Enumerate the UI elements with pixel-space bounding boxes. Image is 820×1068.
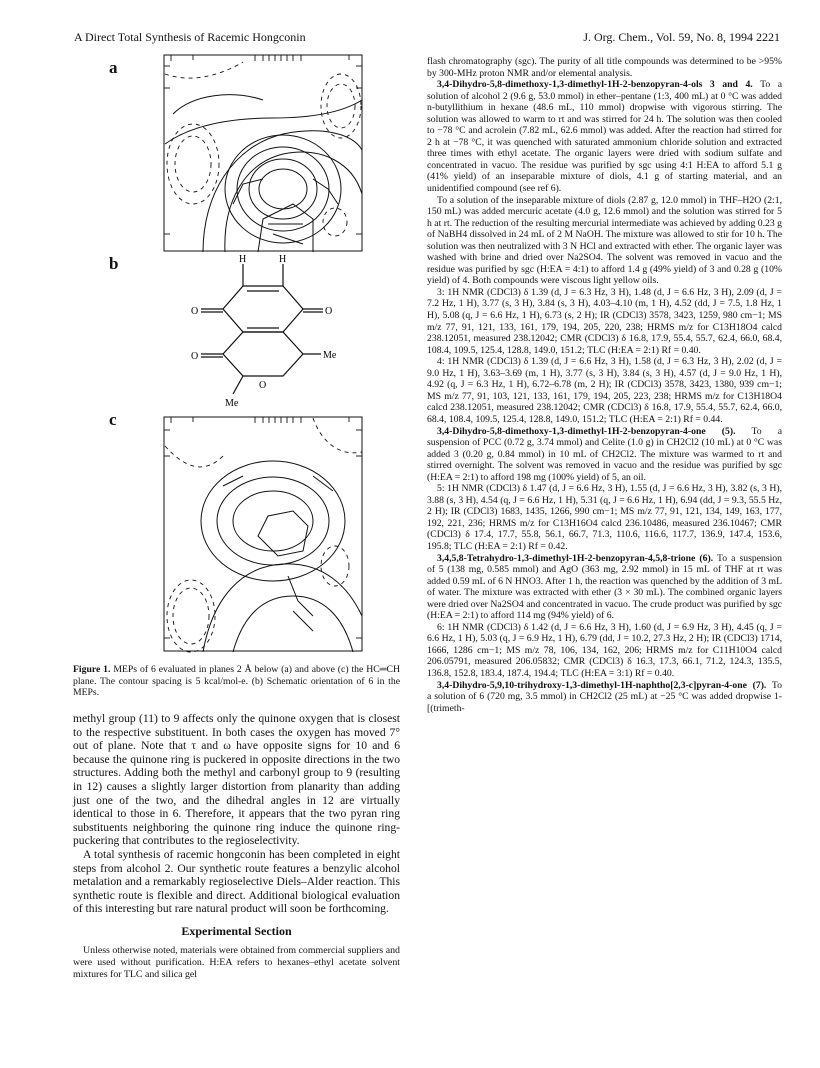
mep-contour-plot-a xyxy=(163,54,363,254)
paragraph-text: To a solution of alcohol 2 (9.6 g, 53.0 mmol) in ether–pentane (1:3, 400 mL) at 0 °C was added n-butyllithium in hexane (48.6 mL, 110 mmol) dropwise with vigorous stirring. The solution was allowed to warm to rt and was stirred for 24 h. The solution was then cooled to −78 °C and acrolein (7.82 mL, 62.6 mmol) was added. After the reaction had stirred for 2 h at −78 °C, it was quenched with saturated ammonium chloride solution and extracted three times with ethyl acetate. The organic layers were dried with sodium sulfate and concentrated in vacuo. The residue was purified by sgc using 4:1 H:EA to afford 5.1 g (41% yield) of an inseparable mixture of diols, 4.1 g of starting material, and an unidentified compound (see ref 6). xyxy=(427,79,782,195)
section-heading: Experimental Section xyxy=(181,923,292,938)
compound-heading: 3,4-Dihydro-5,8-dimethoxy-1,3-dimethyl-1H-2-benzopyran-4-ols 3 and 4. xyxy=(437,79,753,91)
molecule-schematic-b xyxy=(183,254,343,414)
paragraph: A total synthesis of racemic hongconin has been completed in eight steps from alcohol 2. Our synthetic route features a benzylic alcohol metalation and a remarkably regioselective Diels–Alder reaction. This synthetic route is flexible and direct. Additional biological evaluation of this interesting but rare natural product will soon be forthcoming. xyxy=(73,847,400,916)
paragraph: flash chromatography (sgc). The purity of all title compounds was determined to be >95% by 300-MHz proton NMR and/or elemental analysis. xyxy=(427,56,782,79)
panel-label-c: c xyxy=(109,410,117,429)
journal-citation: J. Org. Chem., Vol. 59, No. 8, 1994 2221 xyxy=(583,30,780,44)
struct-label-me1: Me xyxy=(323,350,337,361)
left-text-block xyxy=(73,712,400,980)
struct-label-o2: O xyxy=(325,306,333,317)
right-column xyxy=(427,56,782,714)
caption-label: Figure 1. xyxy=(73,664,111,675)
paragraph: Unless otherwise noted, materials were obtained from commercial suppliers and were used without purification. H:EA refers to hexanes–ethyl acetate solvent mixtures for TLC and silica gel xyxy=(73,945,400,980)
figure-caption xyxy=(73,660,400,699)
left-column xyxy=(73,54,401,980)
compound-heading: 3,4-Dihydro-5,8-dimethoxy-1,3-dimethyl-1H-2-benzopyran-4-one (5). xyxy=(437,425,736,437)
paragraph: 6: 1H NMR (CDCl3) δ 1.42 (d, J = 6.6 Hz, 3 H), 1.60 (d, J = 6.9 Hz, 3 H), 4.45 (q, J = 6.6 Hz, 1 H), 5.03 (q, J = 6.9 Hz, 1 H), 6.79 (dd, J = 10.2, 27.3 Hz, 2 H); IR (CDCl3) 1714, 1666, 1286 cm−1; MS m/z 78, 106, 134, 162, 206; HRMS m/z for C11H10O4 calcd 206.05791, measured 206.05832; CMR (CDCl3) δ 16.3, 17.3, 66.1, 71.2, 124.3, 135.5, 136.8, 152.8, 183.4, 187.4, 194.4; TLC (H:EA = 3:1) Rf = 0.40. xyxy=(427,621,782,679)
paragraph: 5: 1H NMR (CDCl3) δ 1.47 (d, J = 6.6 Hz, 3 H), 1.55 (d, J = 6.6 Hz, 3 H), 3.82 (s, 3 H), 3.88 (s, 3 H), 4.54 (q, J = 6.6 Hz, 1 H), 5.31 (q, J = 6.6 Hz, 1 H), 6.94 (dd, J = 9.3, 55.5 Hz, 2 H); IR (CDCl3) 1683, 1435, 1266, 990 cm−1; MS m/z 77, 91, 121, 134, 149, 163, 177, 192, 221, 236; HRMS m/z for C13H16O4 calcd 236.10486, measured 236.10467; CMR (CDCl3) δ 17.4, 17.7, 55.8, 56.1, 66.7, 71.3, 110.6, 116.6, 117.7, 136.9, 147.4, 153.6, 195.8; TLC (H:EA = 2:1) Rf = 0.42. xyxy=(427,483,782,552)
paragraph-text: To a suspension of 5 (138 mg, 0.585 mmol) and AgO (363 mg, 2.92 mmol) in 15 mL of THF at rt was added 0.59 mL of 6 N HNO3. After 1 h, the reaction was quenched by the addition of 3 mL of water. The mixture was extracted with ether (3 × 30 mL). The combined organic layers were dried over Na2SO4 and concentrated in vacuo. The crude product was purified by sgc (H:EA = 2:1) to afford 114 mg (94% yield) of 6. xyxy=(427,552,782,622)
panel-label-b: b xyxy=(109,254,119,273)
paragraph-text: To a solution of 6 (720 mg, 3.5 mmol) in CH2Cl2 (25 mL) at −25 °C was added dropwise 1-[(trimeth- xyxy=(427,679,782,714)
struct-label-h1: H xyxy=(239,254,247,265)
struct-label-h2: H xyxy=(279,254,287,265)
compound-heading: 3,4-Dihydro-5,9,10-trihydroxy-1,3-dimethyl-1H-naphtho[2,3-c]pyran-4-one (7). xyxy=(437,679,767,691)
compound-heading: 3,4,5,8-Tetrahydro-1,3-dimethyl-1H-2-benzopyran-4,5,8-trione (6). xyxy=(437,552,714,564)
running-title: A Direct Total Synthesis of Racemic Hongconin xyxy=(74,30,306,44)
caption-text: MEPs of 6 evaluated in planes 2 Å below (a) and above (c) the HC═CH plane. The contour spacing is 5 kcal/mol-e. (b) Schematic orientation of 6 in the MEPs. xyxy=(73,664,401,699)
struct-label-o4: O xyxy=(259,380,267,391)
panel-label-a: a xyxy=(109,58,118,77)
struct-label-o3: O xyxy=(191,351,199,362)
struct-label-o1: O xyxy=(191,306,199,317)
figure-1 xyxy=(73,54,400,806)
paragraph: 4: 1H NMR (CDCl3) δ 1.39 (d, J = 6.6 Hz, 3 H), 1.58 (d, J = 6.3 Hz, 3 H), 2.02 (d, J = 9.0 Hz, 1 H), 3.63–3.69 (m, 1 H), 3.77 (s, 3 H), 3.84 (s, 3 H), 4.57 (d, J = 9.0 Hz, 1 H), 4.92 (q, J = 6.3 Hz, 1 H), 6.72–6.78 (m, 2 H); IR (CDCl3) 3578, 3423, 1380, 939 cm−1; MS m/z 77, 91, 103, 121, 133, 161, 179, 194, 205, 223, 238; HRMS m/z for C13H18O4 calcd 238.12051, measured 238.12042; CMR (CDCl3) δ 16.8, 17.9, 55.4, 55.7, 62.4, 66.0, 68.4, 108.4, 109.5, 125.4, 128.8, 149.0, 151.2; TLC (H:EA = 2:1) Rf = 0.44. xyxy=(427,356,782,425)
paragraph-text: To a suspension of PCC (0.72 g, 3.74 mmol) and Celite (1.0 g) in CH2Cl2 (10 mL) at 0 °C was added 3 (0.20 g, 0.84 mmol) in 10 mL of CH2Cl2. The mixture was warmed to rt and stirred overnight. The solvent was removed in vacuo and the residue was purified by sgc (H:EA = 2:1) to afford 198 mg (100% yield) of 5, an oil. xyxy=(427,425,782,483)
paragraph: 3: 1H NMR (CDCl3) δ 1.39 (d, J = 6.3 Hz, 3 H), 1.48 (d, J = 6.6 Hz, 3 H), 2.09 (d, J = 7.2 Hz, 1 H), 3.77 (s, 3 H), 3.84 (s, 3 H), 4.03–4.10 (m, 1 H), 4.52 (dd, J = 7.5, 1.8 Hz, 1 H), 5.08 (q, J = 6.6 Hz, 1 H), 6.73 (s, 2 H); IR (CDCl3) 3578, 3423, 1259, 980 cm−1; MS m/z 77, 91, 121, 133, 161, 179, 194, 205, 220, 238; HRMS m/z for C13H18O4 calcd 238.12051, measured 238.12042; CMR (CDCl3) δ 16.8, 17.9, 55.4, 55.7, 62.4, 66.0, 68.4, 108.4, 109.5, 125.4, 128.8, 149.0, 151.2; TLC (H:EA = 2:1) Rf = 0.40. xyxy=(427,286,782,356)
struct-label-me2: Me xyxy=(225,398,239,409)
paragraph: To a solution of the inseparable mixture of diols (2.87 g, 12.0 mmol) in THF–H2O (2:1, 150 mL) was added mercuric acetate (4.0 g, 12.6 mmol) and the solution was stirred for 5 h at rt. The reduction of the resulting mercurial intermediate was achieved by adding 0.23 g of NaBH4 dissolved in 24 mL of 2 M NaOH. The mixture was allowed to stir for 10 h. The solution was then neutralized with 3 N HCl and extracted with ether. The organic layer was washed with brine and dried over Na2SO4. The solvent was removed in vacuo and the residue was purified by sgc (H:EA = 4:1) to afford 1.4 g (49% yield) of 3 and 0.28 g (10% yield) of 4. Both compounds were viscous light yellow oils. xyxy=(427,194,782,287)
paragraph: methyl group (11) to 9 affects only the quinone oxygen that is closest to the respective substituent. In both cases the oxygen has moved 7° out of plane. Note that τ and ω have opposite signs for 10 and 6 because the quinone ring is puckered in opposite directions in the two structures. Adding both the methyl and carbonyl group to 9 (resulting in 12) causes a slightly larger distortion from planarity than adding just one of the two, and the dihedral angles in 12 are virtually identical to those in 6. Therefore, it appears that the two pyran ring substituents neighboring the quinone ring induce the quinone ring-puckering that contributes to the regioselectivity. xyxy=(73,712,400,848)
mep-contour-plot-c xyxy=(163,416,363,654)
